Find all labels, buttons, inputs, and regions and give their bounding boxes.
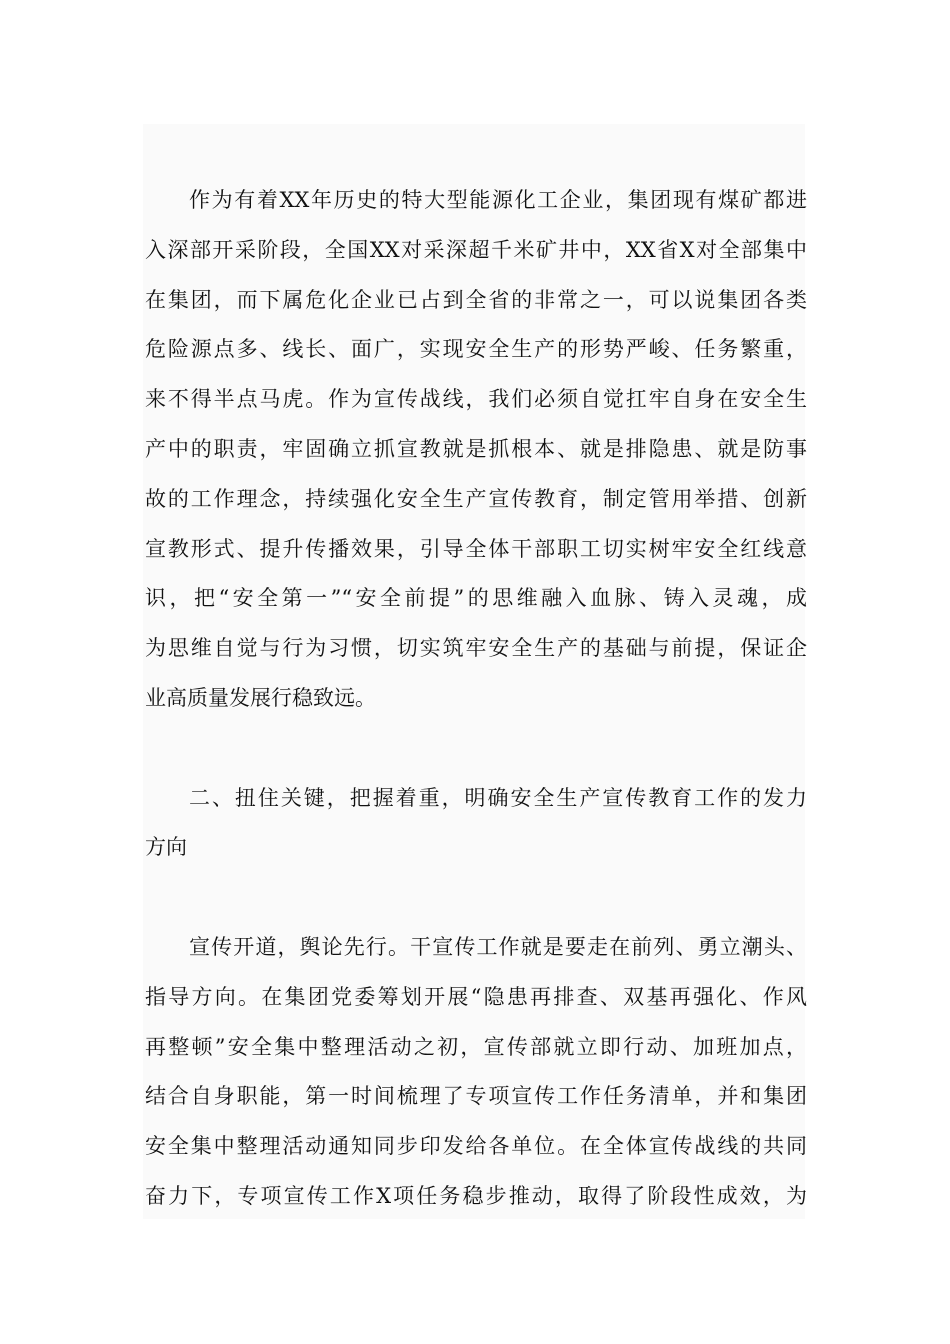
paragraph-line: 再整顿”安全集中整理活动之初，宣传部就立即行动、加班加点， [145,1034,807,1059]
paragraph-line: 产中的职责，牢固确立抓宣教就是抓根本、就是排隐患、就是防事 [145,436,807,461]
heading-line: 二、扭住关键，把握着重，明确安全生产宣传教育工作的发力 [189,785,807,810]
paragraph-line: 指导方向。在集团党委筹划开展“隐患再排查、双基再强化、作风 [145,984,807,1009]
paragraph-line: 在集团，而下属危化企业已占到全省的非常之一，可以说集团各类 [145,287,807,312]
heading-line: 方向 [145,835,187,860]
paragraph-line: 安全集中整理活动通知同步印发给各单位。在全体宣传战线的共同 [145,1134,807,1159]
paragraph-line: 故的工作理念，持续强化安全生产宣传教育，制定管用举措、创新 [145,486,807,511]
section-heading [145,774,807,874]
paragraph-line: 来不得半点马虎。作为宣传战线，我们必须自觉扛牢自身在安全生 [145,387,807,412]
document-body [145,176,807,1222]
paragraph-line: 结合自身职能，第一时间梳理了专项宣传工作任务清单，并和集团 [145,1084,807,1109]
paragraph-line: 为思维自觉与行为习惯，切实筑牢安全生产的基础与前提，保证企 [145,636,807,661]
paragraph-gap [145,873,807,923]
paragraph-line: 作为有着XX年历史的特大型能源化工企业，集团现有煤矿都进 [189,188,807,212]
paragraph-gap [145,724,807,774]
paragraph-line: 识，把“安全第一”“安全前提”的思维融入血脉、铸入灵魂，成 [145,586,807,611]
paragraph-line: 宣教形式、提升传播效果，引导全体干部职工切实树牢安全红线意 [145,536,807,561]
paragraph-line: 危险源点多、线长、面广，实现安全生产的形势严峻、任务繁重， [145,337,807,362]
paragraph-line: 宣传开道，舆论先行。干宣传工作就是要走在前列、勇立潮头、 [189,934,807,959]
paragraph-2 [145,923,807,1222]
paragraph-line: 奋力下，专项宣传工作X项任务稳步推动，取得了阶段性成效，为 [145,1183,807,1208]
paragraph-1 [145,176,807,724]
paragraph-line: 业高质量发展行稳致远。 [145,685,376,710]
paragraph-line: 入深部开采阶段，全国XX对采深超千米矿井中，XX省X对全部集中 [145,237,807,262]
